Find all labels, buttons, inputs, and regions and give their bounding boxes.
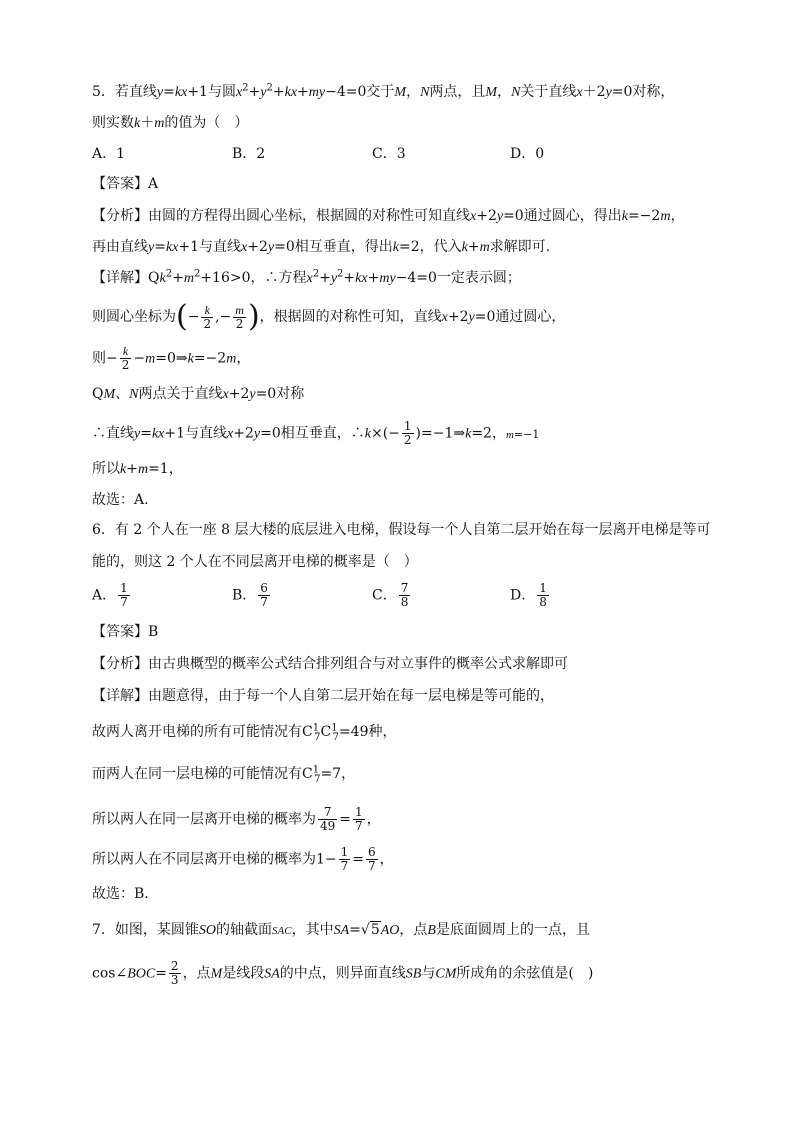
q5-detail-line1: 【详解】$Qk^2+m^2+16>0$，∴方程$x^2+y^2+kx+my-4=0$一定表示圆； (92, 268, 521, 286)
q5-detail-line6: 所以k+m=1， (92, 461, 183, 477)
q5-stem-line1: 5．若直线y=kx+1与圆$x^2+y^2+kx+my-4=0$交于M，N两点，且M，N关于直线x＋2y=0对称， (92, 82, 675, 100)
q6-stem-line2: 能的，则这 2 个人在不同层离开电梯的概率是（ ） (92, 554, 418, 570)
q6-detail-line5: 所以两人在不同层离开电梯的概率为1− $\frac{1}{7}$ = $\frac{6}{7}$ ， (92, 845, 394, 873)
q5-detail-line7: 故选：A. (92, 492, 149, 508)
q5-detail-line4: QM、N两点关于直线x+2y=0对称 (92, 386, 305, 402)
q6-detail-line4: 所以两人在同一层离开电梯的概率为 $\frac{7}{49}$ = $\frac{1}{7}$ ， (92, 805, 381, 833)
q6-stem-line1: 6．有 2 个人在一座 8 层大楼的底层进入电梯，假设每一个人自第二层开始在每一层离开电梯是等可 (92, 522, 711, 538)
q5-answer: 【答案】A (92, 176, 159, 192)
q7-stem-line2: cos∠BOC= $\frac{2}{3}$ ，点M是线段SA的中点，则异面直线SB与CM所成角的余弦值是( ) (92, 959, 594, 987)
q6-detail-line3: 而两人在同一层电梯的可能情况有$C^1_7=7$， (92, 764, 356, 785)
q6-detail-line2: 故两人离开电梯的所有可能情况有$C^1_7C^1_7=49$种， (92, 722, 397, 743)
q6-option-b: B． $\frac{6}{7}$ (232, 581, 268, 609)
q7-stem-line1: 7．如图，某圆锥SO的轴截面SAC，其中SA=√5AO，点B是底面圆周上的一点，且 (92, 922, 590, 938)
q6-answer: 【答案】B (92, 624, 159, 640)
q6-detail-line1: 【详解】由题意得，由于每一个人自第二层开始在每一层电梯是等可能的， (92, 688, 554, 704)
q5-analysis-line1: 【分析】由圆的方程得出圆心坐标，根据圆的对称性可知直线x+2y=0通过圆心，得出k=−2m， (92, 208, 685, 224)
q5-option-a: A．1 (92, 146, 126, 162)
q5-option-d: D．0 (510, 146, 545, 162)
q5-detail-line2: 则圆心坐标为(− $\frac{k}{2}$ ,− $\frac{m}{2}$ )，根据圆的对称性可知，直线x+2y=0通过圆心， (92, 299, 566, 334)
q6-option-a: A． $\frac{1}{7}$ (92, 581, 128, 609)
q6-detail-line6: 故选：B. (92, 886, 149, 902)
q5-option-c: C．3 (372, 146, 406, 162)
q5-detail-line5: ∴直线y=kx+1与直线x+2y=0相互垂直，∴k×(− $\frac{1}{2}$ )=−1⇒k=2，m=−1 (92, 419, 540, 447)
q5-option-b: B．2 (232, 146, 266, 162)
q6-option-c: C． $\frac{7}{8}$ (372, 581, 409, 609)
q6-analysis: 【分析】由古典概型的概率公式结合排列组合与对立事件的概率公式求解即可 (92, 656, 568, 672)
q6-option-d: D． $\frac{1}{8}$ (510, 581, 547, 609)
q5-stem-line2: 则实数k＋m的值为（ ） (92, 115, 249, 131)
q5-detail-line3: 则− $\frac{k}{2}$ −m=0⇒k=−2m， (92, 344, 251, 372)
q5-analysis-line2: 再由直线y=kx+1与直线x+2y=0相互垂直，得出k=2，代入k+m求解即可. (92, 239, 551, 255)
